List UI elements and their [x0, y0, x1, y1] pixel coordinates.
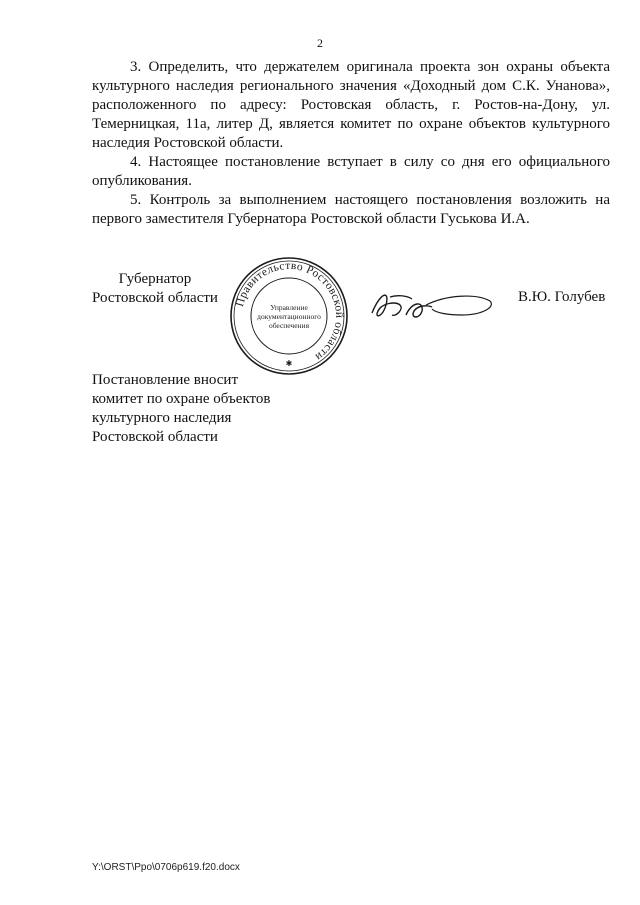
- submitter-line2: комитет по охране объектов: [92, 391, 271, 407]
- official-seal: [228, 255, 350, 377]
- svg-text:Управление: Управление: [270, 303, 308, 312]
- svg-text:документационного: документационного: [257, 312, 321, 321]
- submitter-line4: Ростовской области: [92, 429, 218, 445]
- svg-text:обеспечения: обеспечения: [268, 321, 310, 330]
- signer-title: [92, 270, 218, 308]
- signer-name: В.Ю. Голубев: [518, 289, 606, 305]
- submitter-block: [92, 371, 270, 447]
- signature-block: [0, 255, 640, 375]
- signer-title-line2: Ростовской области: [92, 290, 218, 306]
- signer-title-line1: Губернатор: [118, 271, 192, 287]
- document-body: [92, 58, 610, 229]
- paragraph-4: 4. Настоящее постановление вступает в силу со дня его официального опубликования.: [92, 154, 610, 189]
- svg-text:✱: ✱: [285, 359, 293, 368]
- submitter-line1: Постановление вносит: [92, 372, 239, 388]
- paragraph-3: 3. Определить, что держателем оригинала проекта зон охраны объекта культурного наследия регионального значения «Доходный дом С.К. Унанова», расположенного по адресу: Ростовская область, г. Ростов-на-Дону, ул. Темерницкая, 11а, литер Д, является комитет по охране объектов культурного наследия Ростовской области.: [92, 59, 610, 151]
- page-number: 2: [317, 36, 323, 50]
- submitter-line3: культурного наследия: [92, 410, 232, 426]
- footer-file-path: Y:\ORST\Ppo\0706p619.f20.docx: [92, 862, 240, 873]
- seal-outer-text: Правительство Ростовской области: [233, 259, 346, 363]
- paragraph-5: 5. Контроль за выполнением настоящего постановления возложить на первого заместителя Губернатора Ростовской области Гуськова И.А.: [92, 192, 610, 227]
- handwritten-signature: [366, 275, 496, 335]
